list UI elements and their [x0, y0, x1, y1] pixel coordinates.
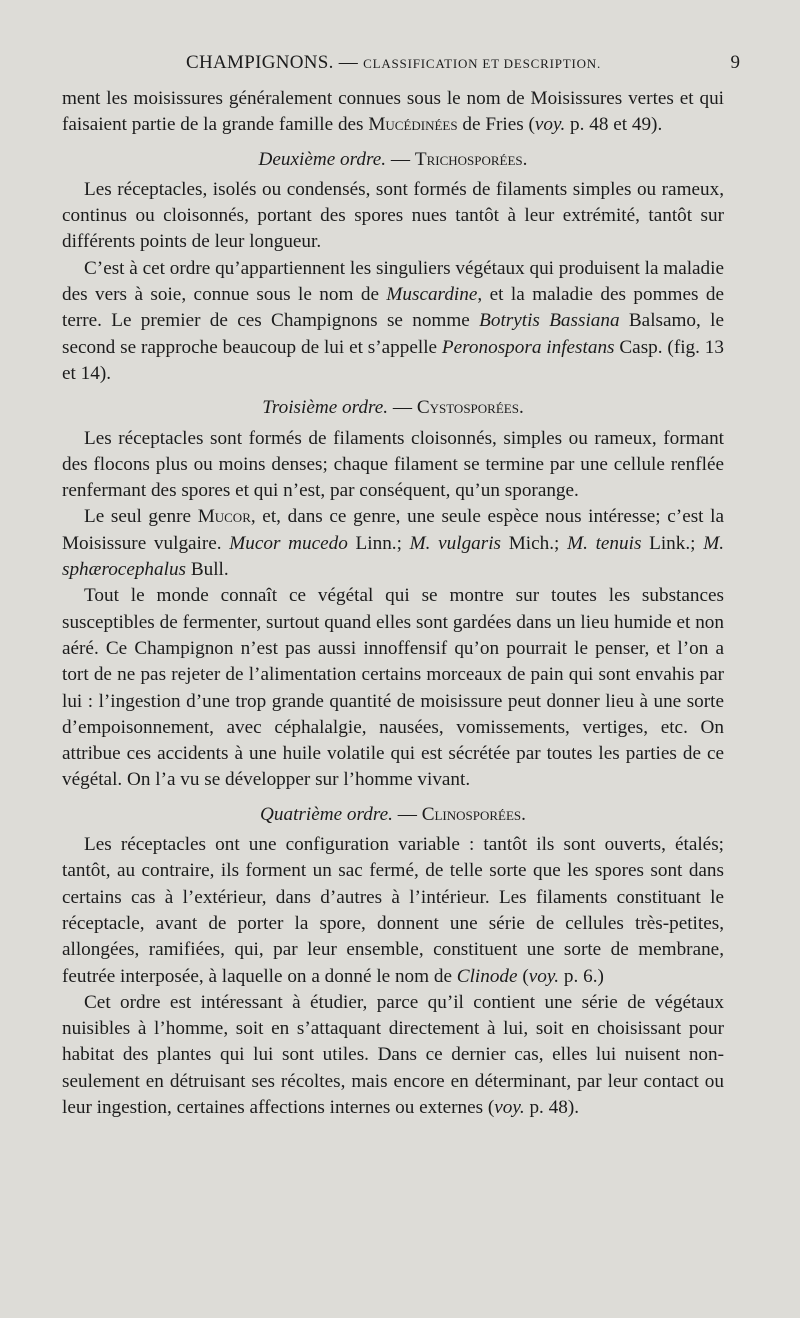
- species-name: Mucor mucedo: [229, 532, 348, 554]
- text: de Fries (: [457, 114, 535, 136]
- heading-name: Clinosporées.: [421, 803, 526, 825]
- text: p. 48 et 49).: [565, 114, 663, 136]
- header-dash: —: [333, 52, 364, 73]
- running-header: [62, 52, 738, 82]
- text: p. 6.): [559, 965, 604, 987]
- heading-dash: —: [392, 803, 422, 825]
- paragraph-continuation: [62, 86, 724, 139]
- species-name: M. tenuis: [567, 532, 642, 554]
- page-body: [62, 86, 724, 1121]
- family-name: Mucédinées: [368, 114, 458, 136]
- species-name: Peronospora infestans: [441, 336, 615, 358]
- paragraph: [62, 990, 724, 1121]
- heading-label: Troisième ordre.: [262, 397, 389, 419]
- header-title-main: CHAMPIGNONS.: [186, 52, 334, 73]
- text: ment les moisissures généralement connues sous le nom de Moisissures vertes et qui faisaient partie de la grande famille des: [62, 88, 724, 136]
- heading-dash: —: [386, 148, 415, 170]
- section-heading-deuxieme-ordre: [62, 147, 724, 173]
- reference-voy: voy.: [494, 1096, 525, 1118]
- paragraph: [62, 832, 724, 990]
- text: (: [517, 965, 529, 987]
- paragraph: [62, 504, 724, 583]
- page-number: 9: [730, 52, 740, 73]
- text: Les réceptacles ont une configuration variable : tantôt ils sont ouverts, étalés; tantôt, au contraire, ils forment un sac fermé, de telle sorte que les spores sont dans certains cas à l’extérieur, dans d’autres à l’intérieur. Les filaments constituant le réceptacle, avant de porter la spore, donnent une série de cellules très-petites, allongées, ramifiées, qui, par leur ensemble, constituent une sorte de membrane, feutrée interposée, à laquelle on a donné le nom de: [62, 834, 724, 987]
- heading-name: Trichosporées.: [414, 148, 528, 170]
- paragraph: [62, 256, 724, 387]
- text: Linn.;: [347, 532, 410, 554]
- header-title-sub: CLASSIFICATION ET DESCRIPTION.: [363, 56, 602, 71]
- reference-voy: voy.: [534, 114, 566, 136]
- text: p. 48).: [524, 1096, 580, 1118]
- term-italic: Clinode: [456, 965, 518, 987]
- section-heading-quatrieme-ordre: [62, 802, 724, 828]
- text: Bull.: [186, 559, 229, 581]
- species-name: M. sphærocephalus: [62, 532, 724, 581]
- reference-voy: voy.: [528, 965, 560, 987]
- paragraph: Les réceptacles sont formés de filaments cloisonnés, simples ou rameux, formant des flocons plus ou moins denses; chaque filament se termine par une cellule renflée renfermant des spores et qui n’est, par conséquent, qu’un sporange.: [62, 427, 724, 502]
- header-title: [186, 52, 601, 74]
- text: Cet ordre est intéressant à étudier, parce qu’il contient une série de végétaux nuisibles à l’homme, soit en s’attaquant directement à lui, soit en choisissant pour habitat des plantes qui lui sont utiles. Dans ce dernier cas, elles lui nuisent non-seulement en détruisant ses récoltes, mais encore en déterminant, par leur contact ou leur ingestion, certaines affections internes ou externes (: [62, 991, 724, 1118]
- heading-dash: —: [388, 397, 417, 419]
- text: Balsamo, le second se rapproche beaucoup de lui et s’appelle: [62, 310, 724, 358]
- heading-label: Quatrième ordre.: [260, 803, 393, 825]
- genus-name: Mucor: [197, 506, 251, 528]
- heading-name: Cystosporées.: [416, 397, 524, 419]
- text: Mich.;: [501, 532, 568, 554]
- term-italic: Muscardine: [386, 284, 478, 306]
- text: , et la maladie des pommes de terre. Le premier de ces Champignons se nomme: [62, 284, 724, 332]
- text: C’est à cet ordre qu’appartiennent les singuliers végétaux qui produisent la maladie des vers à soie, connue sous le nom de: [62, 257, 724, 306]
- text: Casp. (fig. 13 et 14).: [62, 336, 724, 384]
- text: Le seul genre: [84, 506, 198, 528]
- species-name: Botrytis Bassiana: [479, 310, 620, 332]
- section-heading-troisieme-ordre: [62, 395, 724, 421]
- paragraph: Tout le monde connaît ce végétal qui se montre sur toutes les substances susceptibles de fermenter, surtout quand elles sont gardées dans un lieu humide et non aéré. Ce Champignon n’est pas aussi innoffensif qu’on pourrait le penser, et l’on a tort de ne pas rejeter de l’alimentation certains morceaux de pain qui sont envahis par lui : l’ingestion d’une trop grande quantité de moisissure peut donner lieu à une sorte d’empoisonnement, avec céphalalgie, nausées, vomissements, vertiges, etc. On attribue ces accidents à une huile volatile qui est sécrétée par toutes les parties de ce végétal. On l’a vu se développer sur l’homme vivant.: [62, 585, 724, 791]
- text: , et, dans ce genre, une seule espèce nous intéresse; c’est la Moisissure vulgaire.: [62, 506, 724, 554]
- paragraph: Les réceptacles, isolés ou condensés, sont formés de filaments simples ou rameux, continus ou cloisonnés, portant des spores nues tantôt à leur extrémité, tantôt sur différents points de leur longueur.: [62, 178, 724, 253]
- species-name: M. vulgaris: [409, 532, 502, 554]
- heading-label: Deuxième ordre.: [258, 148, 387, 170]
- text: Link.;: [641, 532, 704, 554]
